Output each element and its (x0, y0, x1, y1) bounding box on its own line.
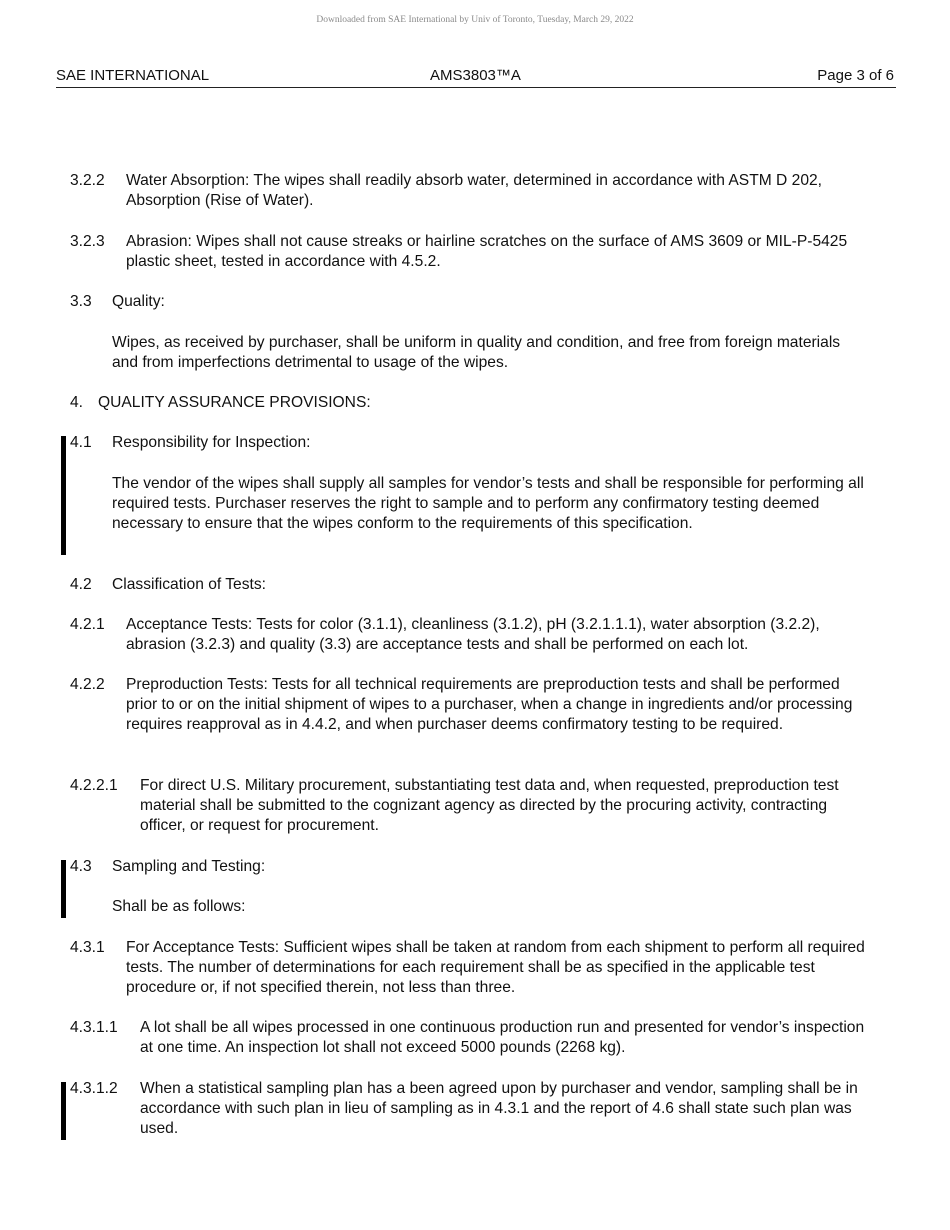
paragraph-text: Shall be as follows: (112, 898, 246, 915)
download-note: Downloaded from SAE International by Univ of Toronto, Tuesday, March 29, 2022 (316, 15, 634, 25)
paragraph-text: The vendor of the wipes shall supply all samples for vendor’s tests and shall be responsible for performing all required tests. Purchaser reserves the right to sample and to perform any confirmatory testing deemed necessary to ensure that the wipes conform to the requirements of this specification. (112, 475, 864, 533)
paragraph-3-2-3 (70, 232, 870, 272)
paragraph-4-2-2-1 (70, 776, 870, 837)
paragraph-3-2-2 (70, 171, 870, 211)
paragraph-4-3-1-2 (70, 1079, 870, 1140)
section-number: 4.2 (70, 576, 92, 593)
paragraph-text: Water Absorption: The wipes shall readily absorb water, determined in accordance with ASTM D 202, Absorption (Rise of Water). (126, 172, 822, 210)
paragraph-text: For Acceptance Tests: Sufficient wipes shall be taken at random from each shipment to perform all required tests. The number of determinations for each requirement shall be as specified in the applicable test procedure or, if not specified therein, not less than three. (126, 939, 865, 997)
section-number: 3.2.2 (70, 172, 105, 189)
heading-4-3 (70, 857, 870, 877)
paragraph-4-3-1-1 (70, 1018, 870, 1058)
section-number: 4.2.1 (70, 616, 105, 633)
header-rule (56, 87, 896, 88)
section-number: 4. (70, 394, 84, 411)
section-heading: Quality: (112, 293, 165, 310)
paragraph-text: For direct U.S. Military procurement, substantiating test data and, when requested, preproduction test material shall be submitted to the cognizant agency as directed by the procuring activity, contracting officer, or request for procurement. (140, 777, 839, 835)
paragraph-4-2-2 (70, 675, 870, 736)
change-bar (61, 860, 66, 918)
paragraph-4-3-body (70, 897, 870, 917)
change-bar (61, 436, 66, 555)
section-heading: Classification of Tests: (112, 576, 266, 593)
section-heading: Responsibility for Inspection: (112, 434, 311, 451)
paragraph-text: When a statistical sampling plan has a been agreed upon by purchaser and vendor, sampling shall be in accordance with such plan in lieu of sampling as in 4.3.1 and the report of 4.6 shall state such plan was used. (140, 1080, 858, 1138)
paragraph-4-2-1 (70, 615, 870, 655)
section-number: 3.2.3 (70, 233, 105, 250)
section-number: 4.3.1.1 (70, 1019, 118, 1036)
section-number: 3.3 (70, 293, 92, 310)
paragraph-4-1-body (70, 474, 870, 535)
section-heading: Sampling and Testing: (112, 858, 266, 875)
heading-4-2 (70, 575, 870, 595)
heading-4 (70, 393, 870, 413)
paragraph-text: Preproduction Tests: Tests for all technical requirements are preproduction tests and shall be performed prior to or on the initial shipment of wipes to a purchaser, when a change in ingredients and/or processing requires reapproval as in 4.4.2, and when purchaser deems confirmatory testing to be required. (126, 676, 853, 734)
paragraph-text: A lot shall be all wipes processed in one continuous production run and presented for vendor’s inspection at one time. An inspection lot shall not exceed 5000 pounds (2268 kg). (140, 1019, 865, 1057)
section-number: 4.1 (70, 434, 92, 451)
heading-3-3 (70, 292, 870, 312)
paragraph-text: Wipes, as received by purchaser, shall be uniform in quality and condition, and free from foreign materials and from imperfections detrimental to usage of the wipes. (112, 334, 841, 372)
header-publisher: SAE INTERNATIONAL (56, 67, 210, 84)
change-bar (61, 1082, 66, 1140)
paragraph-3-3-body (70, 333, 870, 373)
header-page-number: Page 3 of 6 (817, 67, 894, 84)
heading-4-1 (70, 433, 870, 453)
paragraph-4-3-1 (70, 938, 870, 999)
section-number: 4.2.2.1 (70, 777, 118, 794)
paragraph-text: Acceptance Tests: Tests for color (3.1.1), cleanliness (3.1.2), pH (3.2.1.1.1), water absorption (3.2.2), abrasion (3.2.3) and quality (3.3) are acceptance tests and shall be performed on each lot. (126, 616, 820, 654)
section-heading: QUALITY ASSURANCE PROVISIONS: (98, 394, 371, 411)
section-number: 4.3.1 (70, 939, 105, 956)
header-document-number: AMS3803™A (430, 67, 521, 84)
section-number: 4.2.2 (70, 676, 105, 693)
section-number: 4.3.1.2 (70, 1080, 118, 1097)
section-number: 4.3 (70, 858, 92, 875)
paragraph-text: Abrasion: Wipes shall not cause streaks or hairline scratches on the surface of AMS 3609 or MIL-P-5425 plastic sheet, tested in accordance with 4.5.2. (126, 233, 848, 271)
